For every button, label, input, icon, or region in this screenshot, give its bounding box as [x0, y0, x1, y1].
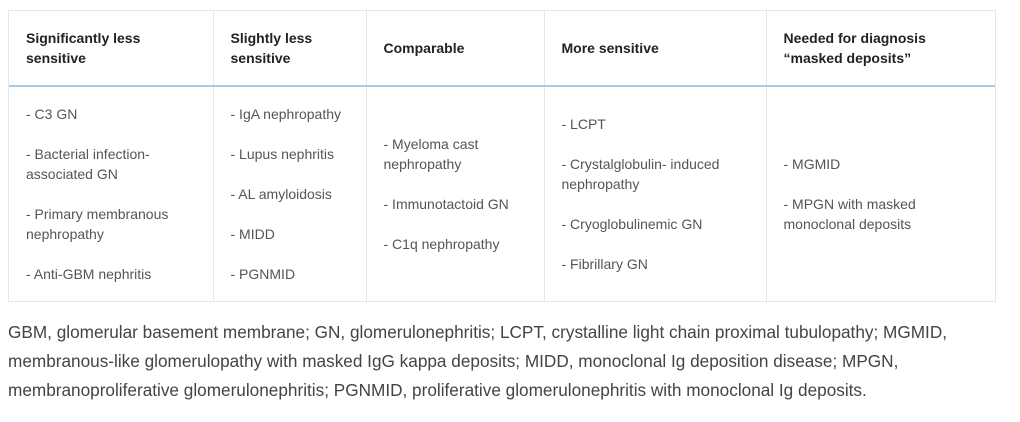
cell-significantly-less-sensitive: [9, 86, 213, 301]
sensitivity-table-container: [8, 10, 996, 302]
list-item: - PGNMID: [230, 266, 296, 282]
list-item: - Anti-GBM nephritis: [26, 266, 152, 282]
table-header-row: [9, 11, 995, 86]
list-item: - Bacterial infection-associated GN: [26, 146, 150, 182]
list-item: - MGMID: [783, 156, 841, 172]
sensitivity-table: [9, 11, 995, 301]
table-footnote: GBM, glomerular basement membrane; GN, glomerulonephritis; LCPT, crystalline light chain proximal tubulopathy; MGMID, membranous-like glomerulopathy with masked IgG kappa deposits; MIDD, monoclonal Ig deposition disease; MPGN, membranoproliferative glomerulonephritis; PGNMID, proliferative glomerulonephritis with monoclonal Ig deposits.: [8, 322, 948, 400]
list-item: - Crystalglobulin- induced nephropathy: [561, 156, 720, 192]
header-comparable: Comparable: [366, 11, 544, 86]
table-row: [9, 86, 995, 301]
list-item: - Cryoglobulinemic GN: [561, 216, 703, 232]
list-item: - C3 GN: [26, 106, 78, 122]
list-item: - MIDD: [230, 226, 275, 242]
cell-more-sensitive: [544, 86, 766, 301]
list-item: - IgA nephropathy: [230, 106, 342, 122]
list-item: - Fibrillary GN: [561, 256, 648, 272]
cell-comparable: [366, 86, 544, 301]
header-slightly-less-sensitive: Slightly less sensitive: [213, 11, 366, 86]
list-item: - Lupus nephritis: [230, 146, 335, 162]
list-item: - Primary membranous nephropathy: [26, 206, 169, 242]
header-needed-for-diagnosis: Needed for diagnosis “masked deposits”: [766, 11, 995, 86]
list-item: - MPGN with masked monoclonal deposits: [783, 196, 916, 232]
list-item: - Immunotactoid GN: [383, 196, 509, 212]
header-significantly-less-sensitive: Significantly less sensitive: [9, 11, 213, 86]
list-item: - C1q nephropathy: [383, 236, 500, 252]
cell-needed-for-diagnosis: [766, 86, 995, 301]
list-item: - AL amyloidosis: [230, 186, 332, 202]
header-more-sensitive: More sensitive: [544, 11, 766, 86]
list-item: - Myeloma cast nephropathy: [383, 136, 479, 172]
cell-slightly-less-sensitive: [213, 86, 366, 301]
list-item: - LCPT: [561, 116, 606, 132]
